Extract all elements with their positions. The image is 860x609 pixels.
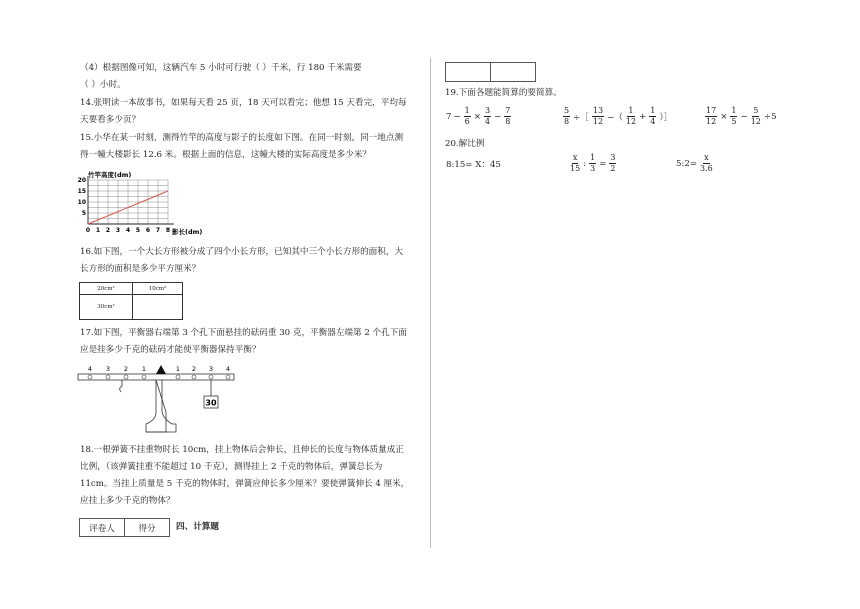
- reviewer-cell-right: [446, 63, 491, 82]
- q14-line2: 天要看多少页？: [80, 115, 141, 125]
- hole-label: 1: [175, 365, 181, 373]
- balance-holes: [88, 375, 230, 379]
- score-box: [79, 518, 170, 537]
- balance-hole: [106, 375, 110, 379]
- q18-line1: 18.一根弹簧不挂重物时长 10cm，挂上物体后会伸长，且伸长的长度与物体质量成正: [80, 445, 404, 455]
- q16-line2: 长方形的面积是多少平方厘米？: [80, 264, 201, 274]
- q20-title: 20.解比例: [445, 139, 485, 149]
- balance-hole: [124, 375, 128, 379]
- hole-label: 4: [87, 365, 93, 373]
- q17-line1: 17.如下图，平衡器右端第 3 个孔下面悬挂的砝码重 30 克，平衡器左端第 2 个孔下面: [80, 328, 407, 338]
- reviewer-cell: 评卷人: [80, 519, 125, 537]
- points-cell-right: [491, 63, 536, 82]
- x-tick-label: 2: [105, 227, 111, 234]
- cell-20cm2: 20cm²: [80, 283, 133, 295]
- x-tick-label: 1: [95, 227, 101, 234]
- column-divider: [430, 58, 431, 548]
- q20-prop3: 5:2= $\frac{x}{3.6}$: [676, 153, 713, 173]
- q17-line2: 应是挂多少千克的砝码才能使平衡器保持平衡？: [80, 345, 261, 355]
- y-tick-label: 10: [77, 199, 86, 206]
- bamboo-chart: [74, 168, 204, 240]
- balance-hole: [209, 375, 213, 379]
- hole-label: 1: [141, 365, 147, 373]
- y-tick-label: 5: [81, 210, 86, 217]
- hole-label: 2: [123, 365, 129, 373]
- weight-label: 30: [205, 398, 217, 408]
- left-hook: [120, 380, 122, 392]
- q20-prop2: $\frac{x}{15}$ : $\frac{1}{3}$ = $\frac{3}{2}$: [570, 153, 616, 173]
- chart-grid: [88, 176, 174, 224]
- points-cell: 得分: [125, 519, 170, 537]
- q16-line1: 16.如下图，一个大长方形被分成了四个小长方形，已知其中三个小长方形的面积，大: [80, 247, 404, 257]
- x-tick-label: 4: [125, 227, 131, 234]
- q19-expr3: $\frac{17}{12}$ × $\frac{1}{5}$ − $\frac{5}{12}$ ÷5: [706, 106, 777, 126]
- q19-expr2: $\frac{5}{8}$ ÷［ $\frac{13}{12}$ −（ $\frac{1}{12}$ + $\frac{1}{4}$ ）］: [564, 106, 673, 126]
- q20-prop1: 8:15= X：45: [446, 160, 501, 170]
- q18-line4: 应挂上多少千克的物体？: [80, 496, 175, 506]
- q15-line1: 15.小华在某一时刻，测得竹竿的高度与影子的长度如下图。在同一时刻，同一地点测: [80, 133, 404, 143]
- q13-part4-line2: （ ）小时。: [80, 80, 126, 90]
- balance-hole: [226, 375, 230, 379]
- hole-label: 2: [191, 365, 197, 373]
- cell-unknown: [133, 295, 183, 320]
- x-tick-label: 6: [145, 227, 151, 234]
- balance-hole: [176, 375, 180, 379]
- balance-stand: [146, 380, 166, 432]
- hole-label: 4: [225, 365, 231, 373]
- y-tick-label: 15: [77, 188, 86, 195]
- x-tick-label: 7: [155, 227, 161, 234]
- hole-label: 3: [105, 365, 111, 373]
- x-tick-label: 3: [115, 227, 121, 234]
- q15-line2: 得一幢大楼影长 12.6 米。根据上面的信息，这幢大楼的实际高度是多少米？: [80, 150, 372, 160]
- cell-30cm2: 30cm²: [80, 295, 133, 320]
- q19-title: 19.下面各题能简算的要简算。: [445, 88, 562, 98]
- section-title: 四、计算题: [176, 522, 219, 532]
- balance-hole: [142, 375, 146, 379]
- balance-figure: [76, 362, 241, 436]
- pivot-triangle: [156, 365, 166, 374]
- chart-ylabel: 竹竿高度(dm): [88, 171, 132, 179]
- cell-10cm2: 10cm²: [133, 283, 183, 295]
- q19-expr1: 7 − $\frac{1}{6}$ × $\frac{3}{4}$ − $\frac{7}{8}$: [446, 106, 511, 126]
- q14-line1: 14.张明读一本故事书，如果每天看 25 页，18 天可以看完；他想 15 天看完，平均每: [80, 98, 407, 108]
- q18-line3: 11cm。当挂上质量是 5 千克的物体时，弹簧应伸长多少厘米？要使弹簧伸长 4 厘米，: [80, 479, 410, 489]
- q18-line2: 比例，（该弹簧挂重不能超过 10 千克），测得挂上 2 千克的物体后，弹簧总长为: [80, 462, 383, 472]
- x-tick-label: 8: [165, 227, 171, 234]
- balance-hole: [88, 375, 92, 379]
- q13-part4-line1: （4）根据图像可知，这辆汽车 5 小时可行驶（ ）千米，行 180 千米需要: [80, 63, 362, 73]
- rectangle-figure: [79, 282, 183, 320]
- x-tick-label: 5: [135, 227, 141, 234]
- chart-xlabel: 影长(dm): [172, 228, 203, 236]
- y-tick-label: 20: [77, 177, 86, 184]
- x-tick-label: 0: [85, 227, 91, 234]
- score-box-right: [445, 62, 536, 82]
- balance-hole: [192, 375, 196, 379]
- hole-label: 3: [208, 365, 214, 373]
